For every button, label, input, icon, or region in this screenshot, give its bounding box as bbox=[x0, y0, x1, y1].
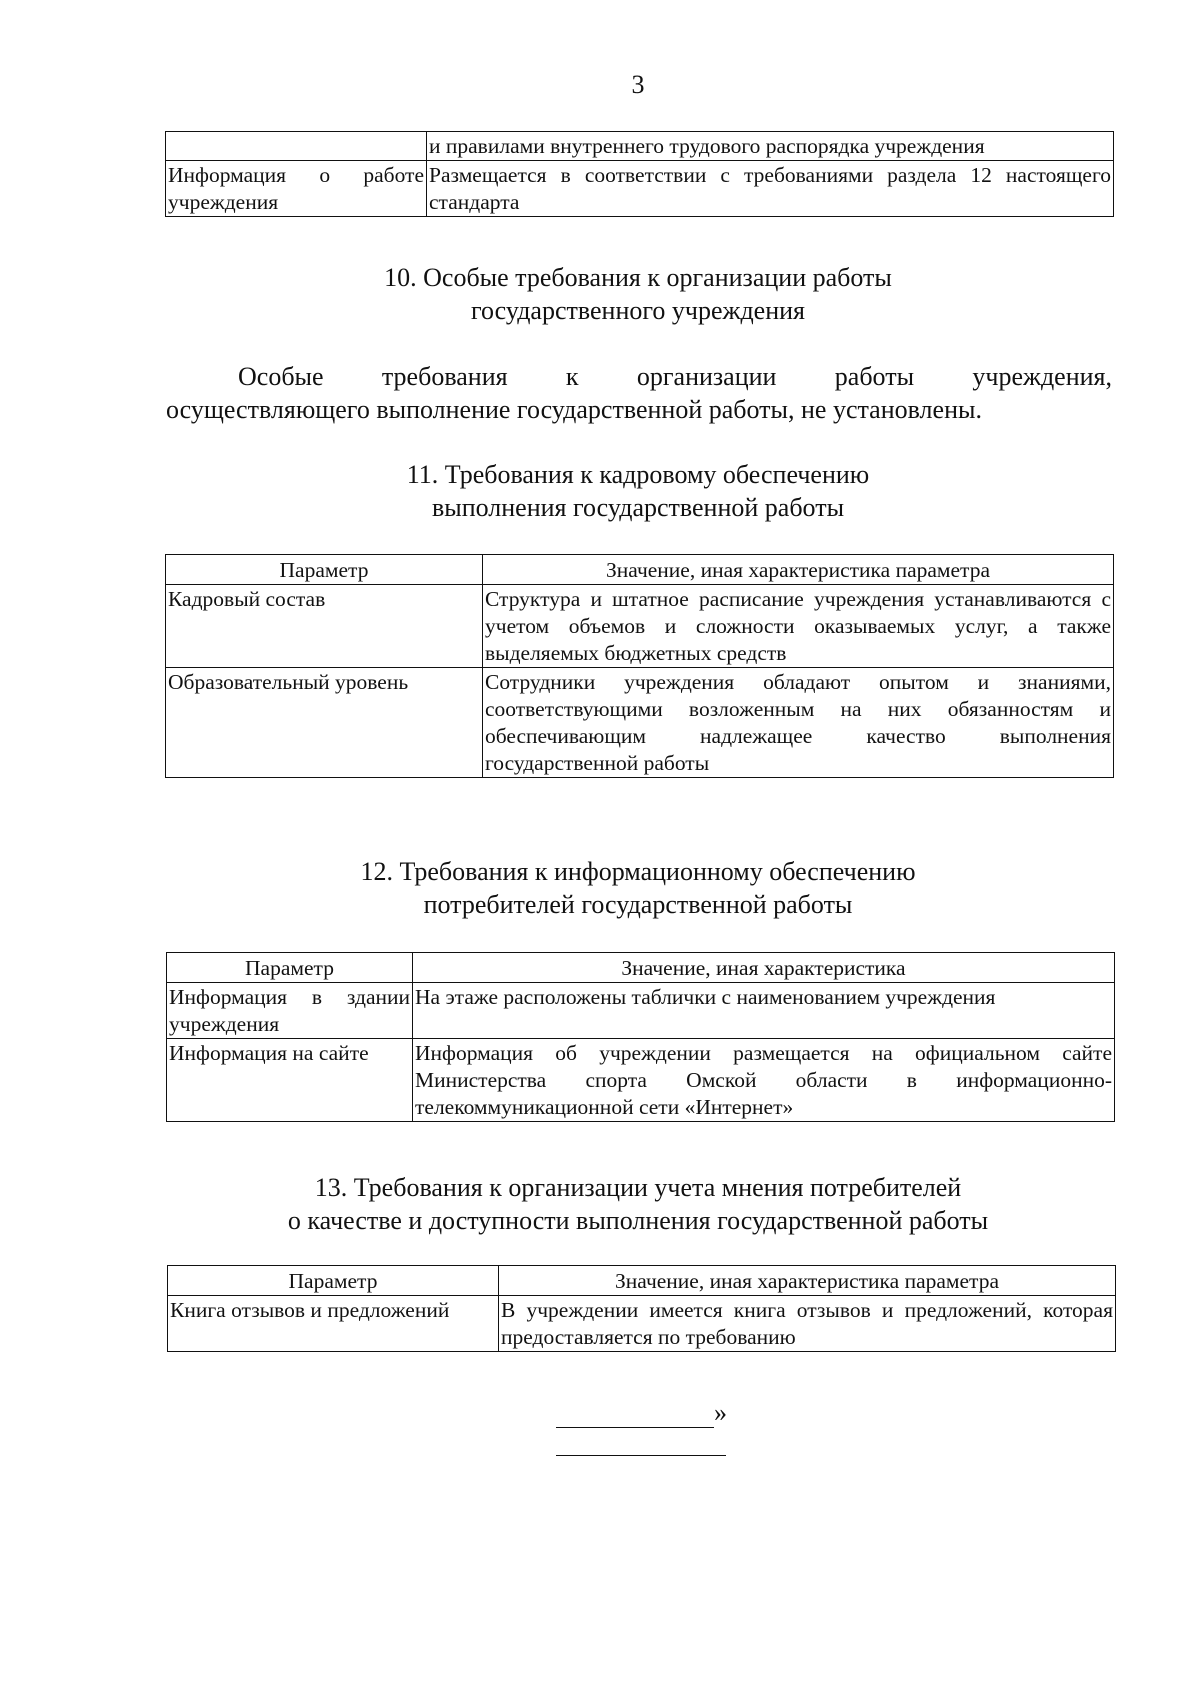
section12-heading-line1: 12. Требования к информационному обеспечению bbox=[360, 857, 916, 886]
table-cell-value: и правилами внутреннего трудового распорядка учреждения bbox=[427, 132, 1114, 161]
closing-quote: » bbox=[714, 1398, 727, 1427]
table-cell-param bbox=[166, 132, 427, 161]
table-header-row bbox=[167, 953, 1115, 983]
section13-heading-line1: 13. Требования к организации учета мнения потребителей bbox=[314, 1173, 962, 1202]
section11-heading-line2: выполнения государственной работы bbox=[431, 493, 845, 522]
table-row bbox=[166, 132, 1114, 161]
column-header-param: Параметр bbox=[166, 555, 483, 585]
staffing-table bbox=[165, 554, 1114, 778]
section13-heading bbox=[0, 1171, 1200, 1237]
table-cell-param: Информация в здании учреждения bbox=[167, 983, 413, 1039]
section10-heading-line1: 10. Особые требования к организации работы bbox=[384, 263, 892, 292]
information-table bbox=[166, 952, 1115, 1122]
table-row bbox=[168, 1296, 1116, 1352]
section13-heading-line2: о качестве и доступности выполнения государственной работы bbox=[287, 1206, 989, 1235]
table-cell-value: Сотрудники учреждения обладают опытом и знаниями, соответствующими возложенным на них обязанностям и обеспечивающим надлежащее качество выполнения государственной работы bbox=[483, 668, 1114, 778]
column-header-value: Значение, иная характеристика параметра bbox=[483, 555, 1114, 585]
table-header-row bbox=[168, 1266, 1116, 1296]
table-cell-param: Информация о работе учреждения bbox=[166, 161, 427, 217]
table-row bbox=[166, 161, 1114, 217]
section10-heading bbox=[0, 261, 1200, 327]
table-row bbox=[167, 1039, 1115, 1122]
end-divider bbox=[556, 1455, 726, 1456]
table-cell-value: Структура и штатное расписание учреждения устанавливаются с учетом объемов и сложности оказываемых услуг, а также выделяемых бюджетных средств bbox=[483, 585, 1114, 668]
table-row bbox=[166, 585, 1114, 668]
section11-heading bbox=[0, 458, 1200, 524]
column-header-value: Значение, иная характеристика параметра bbox=[499, 1266, 1116, 1296]
table-header-row bbox=[166, 555, 1114, 585]
closing-underline bbox=[556, 1405, 714, 1428]
section11-heading-line1: 11. Требования к кадровому обеспечению bbox=[406, 460, 870, 489]
table-cell-value: Информация об учреждении размещается на официальном сайте Министерства спорта Омской области в информационно-телекоммуникационной сети «Интернет» bbox=[413, 1039, 1115, 1122]
table-cell-param: Книга отзывов и предложений bbox=[168, 1296, 499, 1352]
table-cell-param: Образовательный уровень bbox=[166, 668, 483, 778]
table-cell-value: Размещается в соответствии с требованиями раздела 12 настоящего стандарта bbox=[427, 161, 1114, 217]
feedback-table bbox=[167, 1265, 1116, 1352]
table-cell-param: Информация на сайте bbox=[167, 1039, 413, 1122]
table-row bbox=[167, 983, 1115, 1039]
table-cell-value: На этаже расположены таблички с наименованием учреждения bbox=[413, 983, 1115, 1039]
section10-heading-line2: государственного учреждения bbox=[470, 296, 806, 325]
table-cell-value: В учреждении имеется книга отзывов и предложений, которая предоставляется по требованию bbox=[499, 1296, 1116, 1352]
top-table bbox=[165, 131, 1114, 217]
section12-heading bbox=[0, 855, 1200, 921]
column-header-param: Параметр bbox=[168, 1266, 499, 1296]
column-header-param: Параметр bbox=[167, 953, 413, 983]
table-cell-param: Кадровый состав bbox=[166, 585, 483, 668]
section12-heading-line2: потребителей государственной работы bbox=[423, 890, 853, 919]
table-row bbox=[166, 668, 1114, 778]
closing-mark bbox=[556, 1398, 727, 1428]
section10-paragraph-line1: Особые требования к организации работы учреждения, bbox=[238, 362, 1112, 391]
page-number: 3 bbox=[631, 70, 645, 99]
section10-paragraph bbox=[166, 360, 1112, 426]
section10-paragraph-line2: осуществляющего выполнение государственной работы, не установлены. bbox=[166, 395, 982, 424]
column-header-value: Значение, иная характеристика bbox=[413, 953, 1115, 983]
